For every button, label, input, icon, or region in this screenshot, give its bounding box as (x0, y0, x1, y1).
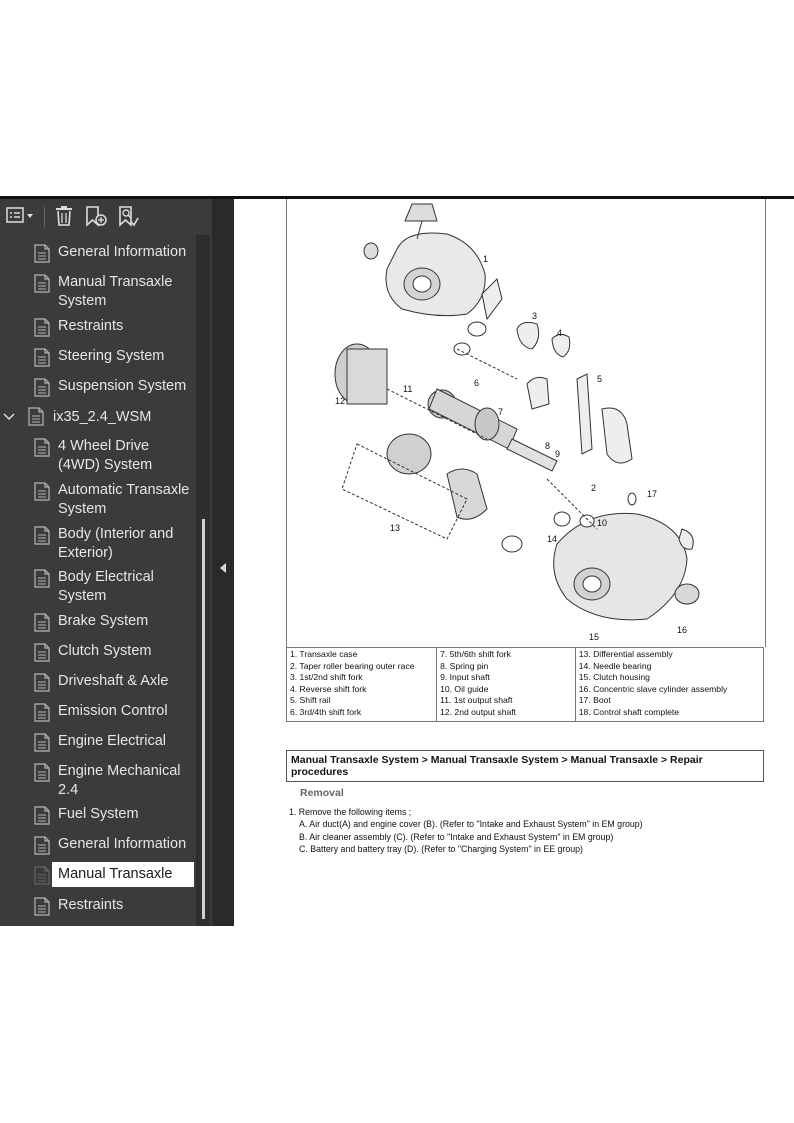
callout-label: 8 (545, 441, 551, 451)
bookmark-label: Manual Transaxle System (58, 274, 173, 309)
list-options-icon (6, 206, 34, 226)
page-bookmark-icon (34, 763, 51, 782)
find-bookmark-button[interactable] (117, 204, 141, 228)
bookmark-item[interactable] (34, 702, 194, 722)
add-bookmark-button[interactable] (84, 204, 108, 228)
bookmark-label: Body (Interior and Exterior) (58, 526, 174, 561)
bookmark-label: Emission Control (58, 703, 168, 719)
bookmark-item[interactable] (34, 273, 194, 311)
bookmark-label: Automatic Transaxle System (58, 482, 190, 517)
callout-label: 11 (403, 384, 413, 394)
bookmark-item[interactable] (34, 612, 194, 632)
bookmark-label: Steering System (58, 348, 165, 364)
page-bookmark-icon (34, 673, 51, 692)
breadcrumb: Manual Transaxle System > Manual Transaxle System > Manual Transaxle > Repair procedures (286, 750, 764, 782)
page-bookmark-icon (34, 836, 51, 855)
callout-label: 10 (597, 518, 608, 528)
legend-entry: 6. 3rd/4th shift fork (290, 706, 362, 717)
bookmark-item[interactable] (34, 568, 194, 606)
page-bookmark-icon (34, 526, 51, 545)
bookmark-item[interactable] (34, 243, 194, 263)
bookmark-label: Driveshaft & Axle (58, 673, 169, 689)
bookmark-label: Suspension System (58, 378, 187, 394)
page-bookmark-icon (34, 866, 51, 885)
trash-icon (53, 205, 75, 227)
find-bookmark-icon (117, 205, 141, 227)
callout-label: 1 (483, 254, 489, 264)
page-bookmark-icon (34, 244, 51, 263)
bookmark-label: General Information (58, 836, 187, 852)
chevron-down-icon[interactable] (2, 410, 16, 424)
page-bookmark-icon (28, 407, 45, 426)
collapse-panel-icon[interactable] (220, 563, 226, 573)
delete-bookmark-button[interactable] (53, 204, 75, 228)
bookmarks-tree (0, 235, 194, 926)
bookmark-label: Engine Mechanical 2.4 (58, 763, 181, 798)
callout-label: 4 (557, 328, 563, 338)
bookmark-label: Body Electrical System (58, 569, 154, 604)
bookmark-label: Clutch System (58, 643, 152, 659)
toolbar-divider (44, 207, 45, 227)
bookmark-group[interactable] (0, 407, 151, 426)
page-bookmark-icon (34, 378, 51, 397)
bookmark-item[interactable] (34, 805, 194, 825)
legend-entry: 17. Boot (578, 695, 611, 705)
page-bookmark-icon (34, 348, 51, 367)
page-bookmark-icon (34, 569, 51, 588)
bookmark-label: General Information (58, 244, 187, 260)
bookmark-label: Engine Electrical (58, 733, 166, 749)
bookmark-item[interactable] (34, 437, 194, 475)
legend-entry: 16. Concentric slave cylinder assembly (578, 683, 728, 694)
bookmark-label: Restraints (58, 318, 124, 334)
callout-label: 17 (647, 489, 658, 499)
callout-label: 15 (589, 632, 600, 642)
callout-label: 3 (532, 311, 538, 321)
bookmark-label: Manual Transaxle (58, 866, 173, 882)
page-bookmark-icon (34, 318, 51, 337)
transaxle-exploded-diagram (287, 199, 765, 647)
callout-label: 6 (474, 378, 480, 388)
bookmark-label: 4 Wheel Drive (4WD) System (58, 438, 153, 473)
bookmark-label: Restraints (58, 897, 124, 913)
step: 1. Remove the following items ; (289, 807, 412, 817)
legend-entry: 4. Reverse shift fork (290, 683, 367, 694)
document-page (234, 199, 794, 926)
page-bookmark-icon (34, 643, 51, 662)
bookmark-item[interactable] (34, 672, 194, 692)
page-bookmark-icon (34, 733, 51, 752)
bookmark-item-selected[interactable] (34, 865, 194, 885)
bookmark-item[interactable] (34, 377, 194, 397)
legend-entry: 18. Control shaft complete (578, 706, 680, 717)
legend-entry: 5. Shift rail (290, 695, 331, 705)
legend-entry: 14. Needle bearing (578, 660, 652, 671)
substep: A. Air duct(A) and engine cover (B). (Refer to "Intake and Exhaust System" in EM group) (299, 819, 643, 830)
callout-label: 13 (390, 523, 401, 533)
page-bookmark-icon (34, 806, 51, 825)
bookmark-item[interactable] (34, 762, 194, 800)
legend-entry: 2. Taper roller bearing outer race (290, 660, 415, 671)
callout-label: 16 (677, 625, 688, 635)
options-menu-button[interactable] (6, 204, 34, 228)
sidebar-scrollbar-thumb[interactable] (202, 519, 205, 919)
legend-entry: 7. 5th/6th shift fork (440, 649, 511, 659)
substep: C. Battery and battery tray (D). (Refer to "Charging System" in EE group) (299, 843, 583, 854)
bookmark-item[interactable] (34, 317, 194, 337)
legend-entry: 3. 1st/2nd shift fork (290, 672, 363, 682)
bookmarks-toolbar (0, 199, 212, 235)
page-bookmark-icon (34, 482, 51, 501)
exploded-view-figure (286, 199, 766, 647)
legend-entry: 13. Differential assembly (578, 649, 673, 659)
callout-label: 14 (547, 534, 558, 544)
page-bookmark-icon (34, 438, 51, 457)
page-bookmark-icon (34, 274, 51, 293)
bookmark-label: Brake System (58, 613, 149, 629)
bookmark-item[interactable] (34, 896, 194, 916)
bookmark-group-label: ix35_2.4_WSM (53, 408, 152, 425)
section-title: Removal (300, 787, 344, 799)
substep: B. Air cleaner assembly (C). (Refer to "Intake and Exhaust System" in EM group) (299, 831, 614, 842)
bookmark-item[interactable] (34, 732, 194, 752)
legend-column (576, 648, 763, 721)
legend-entry: 9. Input shaft (440, 672, 490, 682)
bookmark-label: Fuel System (58, 806, 139, 822)
bookmark-item[interactable] (34, 835, 194, 855)
legend-entry: 10. Oil guide (440, 683, 489, 694)
bookmarks-panel (0, 199, 212, 926)
legend-entry: 8. Spring pin (440, 660, 489, 671)
add-bookmark-icon (84, 205, 108, 227)
legend-column (287, 648, 437, 721)
procedure-steps (289, 806, 643, 855)
bookmark-item[interactable] (34, 481, 194, 519)
bookmark-item[interactable] (34, 347, 194, 367)
callout-label: 12 (335, 396, 346, 406)
parts-legend-table (286, 647, 764, 722)
callout-label: 7 (498, 407, 504, 417)
page-bookmark-icon (34, 613, 51, 632)
page-bookmark-icon (34, 897, 51, 916)
legend-column (437, 648, 576, 721)
legend-entry: 1. Transaxle case (290, 649, 358, 659)
callout-label: 9 (555, 449, 561, 459)
bookmark-item[interactable] (34, 525, 194, 563)
panel-splitter[interactable] (212, 199, 234, 926)
bookmark-item[interactable] (34, 642, 194, 662)
legend-entry: 11. 1st output shaft (440, 695, 513, 705)
callout-label: 2 (591, 483, 597, 493)
callout-label: 5 (597, 374, 603, 384)
page-bookmark-icon (34, 703, 51, 722)
legend-entry: 15. Clutch housing (578, 672, 650, 682)
legend-entry: 12. 2nd output shaft (440, 706, 517, 717)
